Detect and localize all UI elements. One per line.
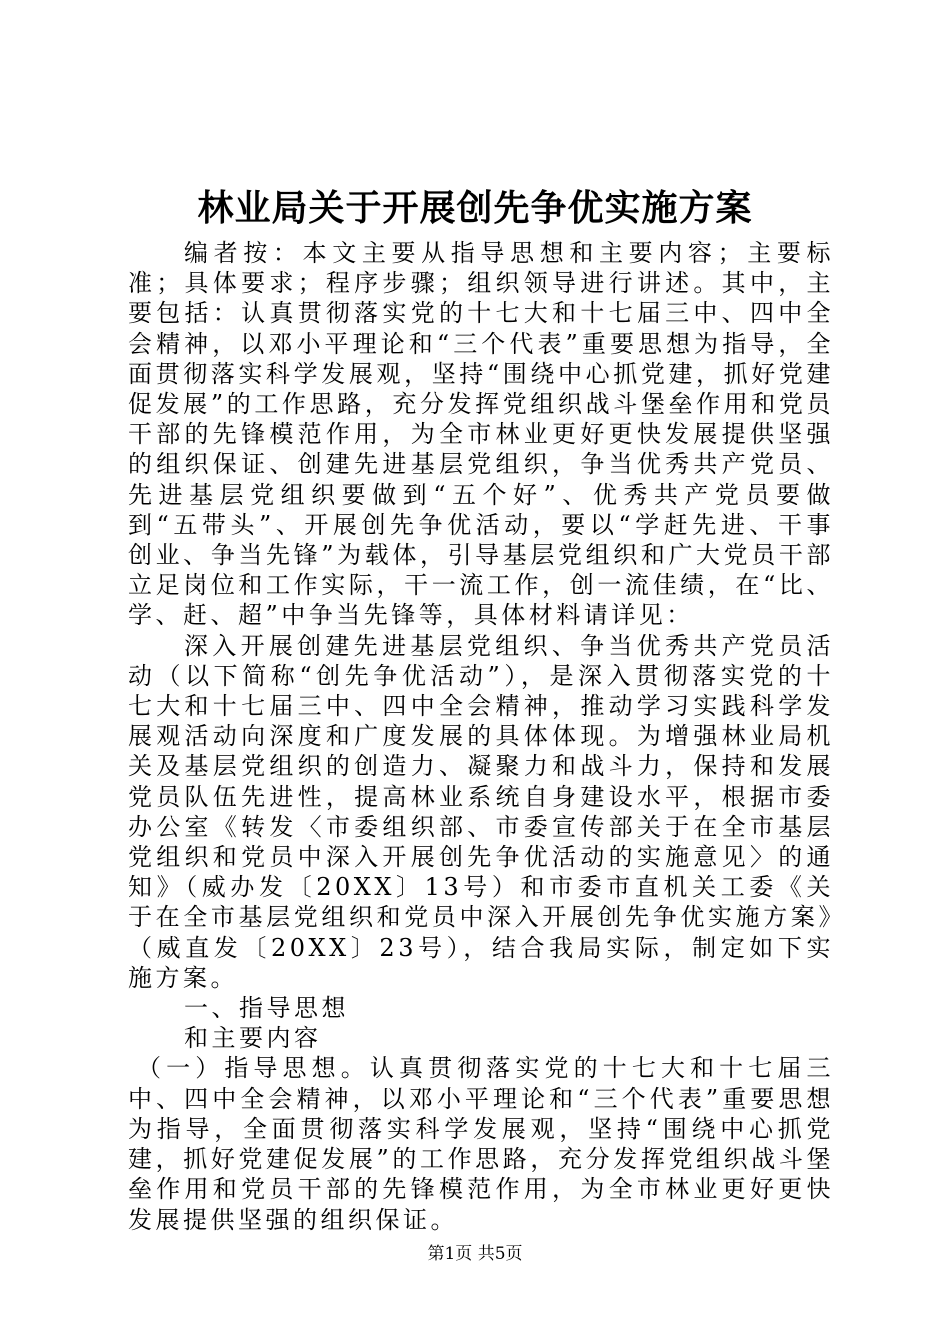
document-body bbox=[128, 238, 834, 1235]
document-title: 林业局关于开展创先争优实施方案 bbox=[197, 187, 753, 229]
guiding-thought-paragraph: （一）指导思想。认真贯彻落实党的十七大和十七届三中、四中全会精神，以邓小平理论和“三个代表”重要思想为指导，全面贯彻落实科学发展观，坚持“围绕中心抓党建，抓好党建促发展”的工作思路，充分发挥党组织战斗堡垒作用和党员干部的先锋模范作用，为全市林业更好更快发展提供坚强的组织保证。 bbox=[128, 1054, 834, 1234]
page-number-footer: 第1页 共5页 bbox=[427, 1244, 523, 1264]
section-heading-main-content: 和主要内容 bbox=[184, 1024, 322, 1053]
section-heading-guiding-thought: 一、指导思想 bbox=[184, 994, 349, 1023]
editor-note-paragraph: 编者按：本文主要从指导思想和主要内容；主要标准；具体要求；程序步骤；组织领导进行讲述。其中，主要包括：认真贯彻落实党的十七大和十七届三中、四中全会精神，以邓小平理论和“三个代表”重要思想为指导，全面贯彻落实科学发展观，坚持“围绕中心抓党建，抓好党建促发展”的工作思路，充分发挥党组织战斗堡垒作用和党员干部的先锋模范作用，为全市林业更好更快发展提供坚强的组织保证、创建先进基层党组织，争当优秀共产党员、先进基层党组织要做到“五个好”、优秀共产党员要做到“五带头”、开展创先争优活动，要以“学赶先进、干事创业、争当先锋”为载体，引导基层党组织和广大党员干部立足岗位和工作实际，干一流工作，创一流佳绩，在“比、学、赶、超”中争当先锋等，具体材料请详见： bbox=[128, 239, 834, 630]
intro-paragraph: 深入开展创建先进基层党组织、争当优秀共产党员活动（以下简称“创先争优活动”），是深入贯彻落实党的十七大和十七届三中、四中全会精神，推动学习实践科学发展观活动向深度和广度发展的具体体现。为增强林业局机关及基层党组织的创造力、凝聚力和战斗力，保持和发展党员队伍先进性，提高林业系统自身建设水平，根据市委办公室《转发〈市委组织部、市委宣传部关于在全市基层党组织和党员中深入开展创先争优活动的实施意见〉的通知》（威办发〔20XX〕13号）和市委市直机关工委《关于在全市基层党组织和党员中深入开展创先争优实施方案》（威直发〔20XX〕23号），结合我局实际，制定如下实施方案。 bbox=[128, 631, 834, 992]
